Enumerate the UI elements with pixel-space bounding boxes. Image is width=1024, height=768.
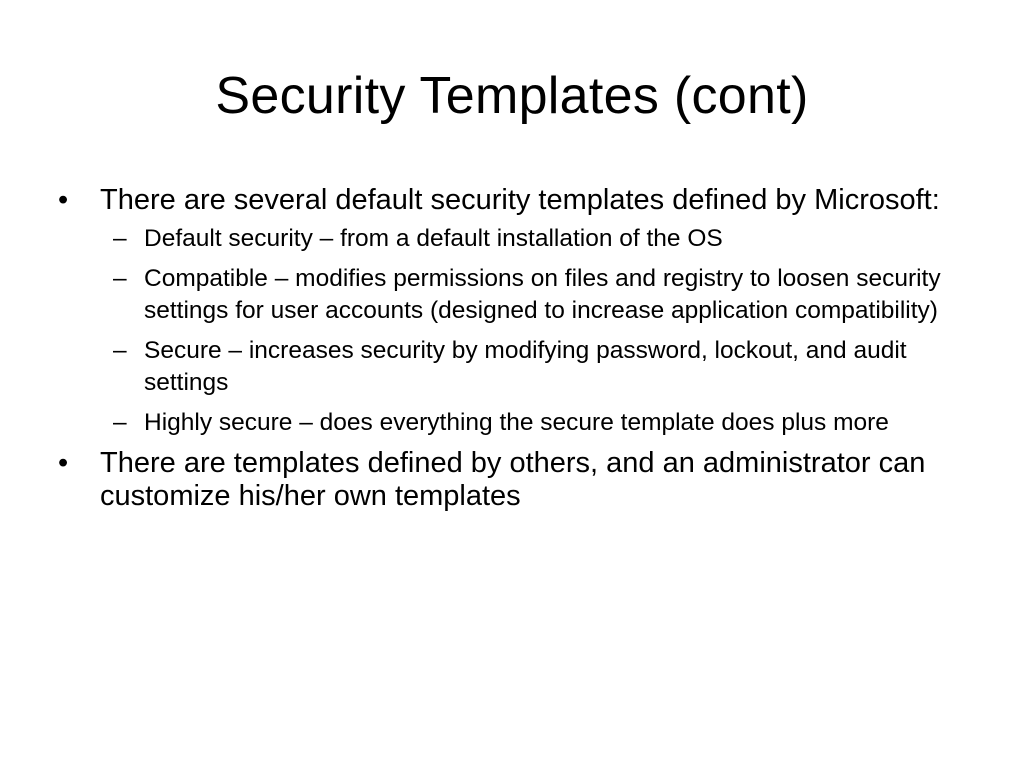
- sub-bullet-text: Compatible – modifies permissions on files and registry to loosen security settings for user accounts (designed to increase application compatibility): [144, 265, 941, 324]
- bullet-text: There are several default security templates defined by Microsoft:: [100, 184, 940, 216]
- slide-content: [58, 184, 968, 519]
- sub-bullet-marker: –: [113, 409, 127, 436]
- sub-bullet-marker: –: [113, 265, 127, 292]
- bullet-item: [58, 447, 968, 513]
- sub-bullet-item: [58, 407, 968, 439]
- sub-bullet-item: [58, 223, 968, 255]
- sub-bullet-text: Default security – from a default installation of the OS: [144, 225, 723, 252]
- sub-bullet-item: [58, 335, 968, 399]
- sub-bullet-marker: –: [113, 225, 127, 252]
- slide-title: Security Templates (cont): [215, 67, 809, 125]
- sub-bullet-text: Secure – increases security by modifying password, lockout, and audit settings: [144, 337, 907, 396]
- sub-bullet-list: [58, 223, 968, 439]
- sub-bullet-text: Highly secure – does everything the secure template does plus more: [144, 409, 889, 436]
- bullet-marker: •: [58, 184, 69, 216]
- bullet-marker: •: [58, 447, 69, 479]
- bullet-text: There are templates defined by others, and an administrator can customize his/her own templates: [100, 447, 926, 512]
- sub-bullet-item: [58, 263, 968, 327]
- bullet-item: [58, 184, 968, 217]
- sub-bullet-marker: –: [113, 337, 127, 364]
